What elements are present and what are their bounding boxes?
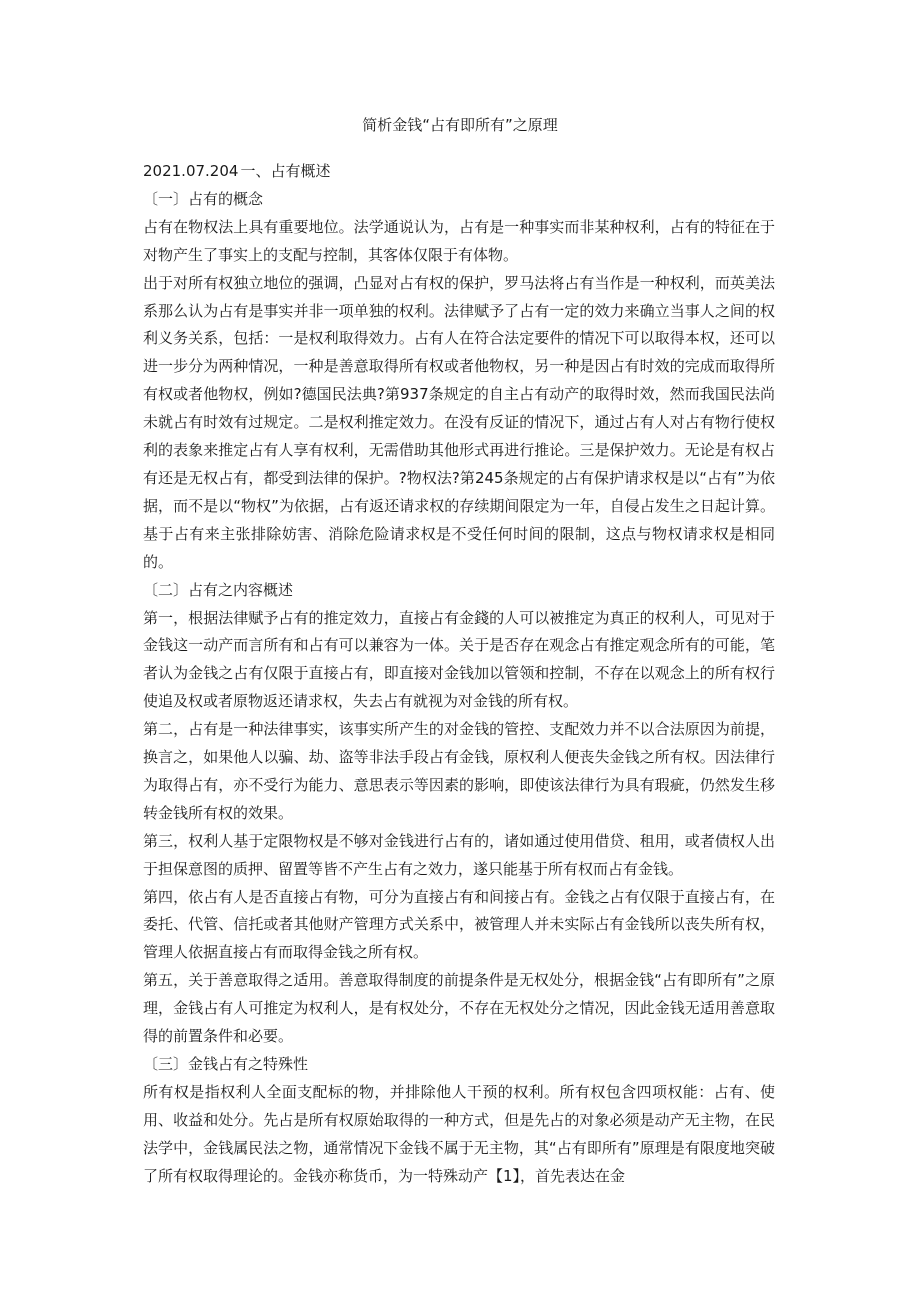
section-heading: 一、占有概述: [240, 162, 331, 180]
paragraph-7: 第五，关于善意取得之适用。善意取得制度的前提条件是无权处分，根据金钱“占有即所有”之原理，金钱占有人可推定为权利人，是有权处分，不存在无权处分之情况，因此金钱无适用善意取得的前置条件和必要。: [143, 971, 775, 1046]
document-date: 2021.07.204: [143, 162, 239, 180]
paragraph-2: 出于对所有权独立地位的强调，凸显对占有权的保护，罗马法将占有当作是一种权利，而英美法系那么认为占有是事实并非一项单独的权利。法律赋予了占有一定的效力来确立当事人之间的权利义务关系，包括：一是权利取得效力。占有人在符合法定要件的情况下可以取得本权，还可以进一步分为两种情况，一种是善意取得所有权或者他物权，另一种是因占有时效的完成而取得所有权或者他物权，例如?德国民法典?第937条规定的自主占有动产的取得时效，然而我国民法尚未就占有时效有过规定。二是权利推定效力。在没有反证的情况下，通过占有人对占有物行使权利的表象来推定占有人享有权利，无需借助其他形式再进行推论。三是保护效力。无论是有权占有还是无权占有，都受到法律的保护。?物权法?第245条规定的占有保护请求权是以“占有”为依据，而不是以“物权”为依据，占有返还请求权的存续期间限定为一年，自侵占发生之日起计算。基于占有来主张排除妨害、消除危险请求权是不受任何时间的限制，这点与物权请求权是相同的。: [143, 273, 775, 571]
paragraph-8: 所有权是指权利人全面支配标的物，并排除他人干预的权利。所有权包含四项权能：占有、使用、收益和处分。先占是所有权原始取得的一种方式，但是先占的对象必须是动产无主物，在民法学中，金钱属民法之物，通常情况下金钱不属于无主物，其“占有即所有”原理是有限度地突破了所有权取得理论的。金钱亦称货币，为一特殊动产【1】，首先表达在金: [143, 1082, 775, 1185]
paragraph-3: 第一，根据法律赋予占有的推定效力，直接占有金錢的人可以被推定为真正的权利人，可见对于金钱这一动产而言所有和占有可以兼容为一体。关于是否存在观念占有推定观念所有的可能，笔者认为金钱之占有仅限于直接占有，即直接对金钱加以管领和控制，不存在以观念上的所有权行使追及权或者原物返还请求权，失去占有就视为对金钱的所有权。: [143, 608, 775, 711]
paragraph-1: 占有在物权法上具有重要地位。法学通说认为，占有是一种事实而非某种权利，占有的特征在于对物产生了事实上的支配与控制，其客体仅限于有体物。: [143, 217, 775, 264]
paragraph-5: 第三，权利人基于定限物权是不够对金钱进行占有的，诸如通过使用借贷、租用，或者债权人出于担保意图的质押、留置等皆不产生占有之效力，遂只能基于所有权而占有金钱。: [143, 831, 775, 878]
document-body: [143, 158, 775, 1191]
paragraph-4: 第二，占有是一种法律事实，该事实所产生的对金钱的管控、支配效力并不以合法原因为前提，换言之，如果他人以骗、劫、盗等非法手段占有金钱，原权利人便丧失金钱之所有权。因法律行为取得占有，亦不受行为能力、意思表示等因素的影响，即使该法律行为具有瑕疵，仍然发生移转金钱所有权的效果。: [143, 720, 775, 822]
section-heading-line: [143, 158, 775, 186]
subsection-heading-3: 〔三〕金钱占有之特殊性: [143, 1055, 309, 1073]
subsection-heading-1: 〔一〕占有的概念: [143, 189, 264, 208]
subsection-heading-2: 〔二〕占有之内容概述: [143, 580, 294, 599]
paragraph-6: 第四，依占有人是否直接占有物，可分为直接占有和间接占有。金钱之占有仅限于直接占有，在委托、代管、信托或者其他财产管理方式关系中，被管理人并未实际占有金钱所以丧失所有权，管理人依据直接占有而取得金钱之所有权。: [143, 887, 775, 962]
document-title: 简析金钱“占有即所有”之原理: [362, 116, 558, 134]
